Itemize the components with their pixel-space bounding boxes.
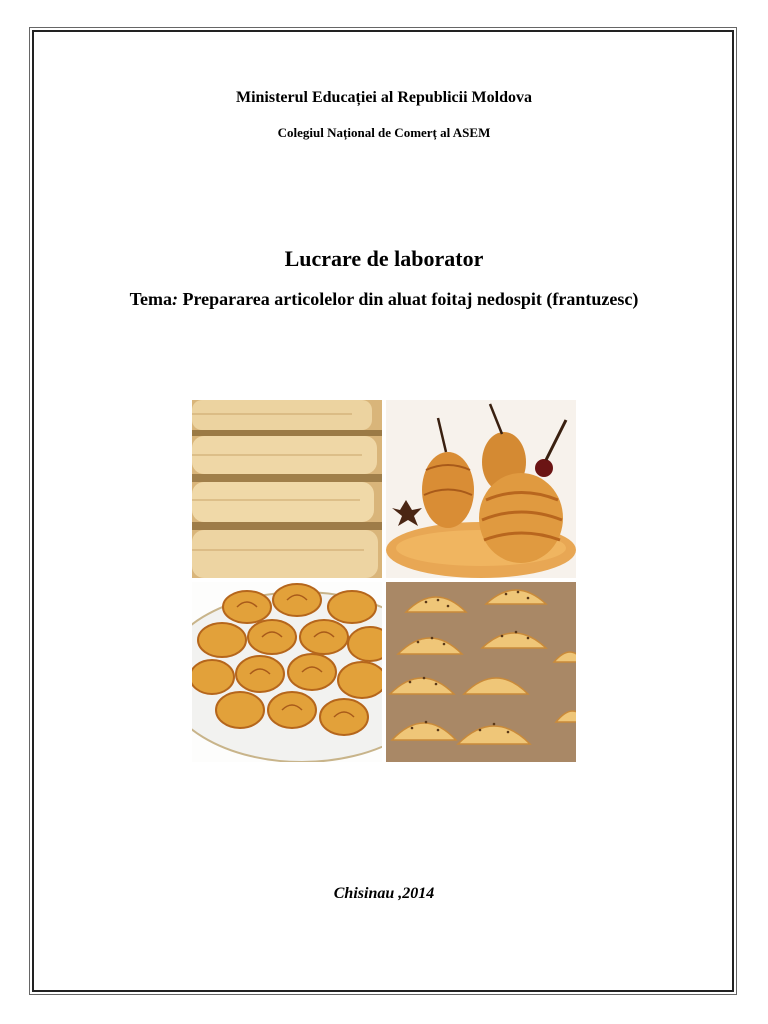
pear-pastries-image [386,400,576,578]
pastry-photo-collage [192,400,576,762]
document-subject [0,289,768,310]
subject-colon: : [171,289,178,309]
ministry-name: Ministerul Educației al Republicii Moldova [235,89,532,106]
place-and-date: Chisinau ,2014 [333,885,435,902]
subject-text: Prepararea articolelor din aluat foitaj nedospit (frantuzesc) [177,289,639,309]
crescent-pastries-image [386,582,576,762]
palmier-cookies-image [192,582,382,762]
subject-prefix: Tema [129,289,172,309]
college-name: Colegiul Național de Comerț al ASEM [277,125,491,140]
puff-dough-layers-image [192,400,382,578]
document-title: Lucrare de laborator [284,246,484,271]
